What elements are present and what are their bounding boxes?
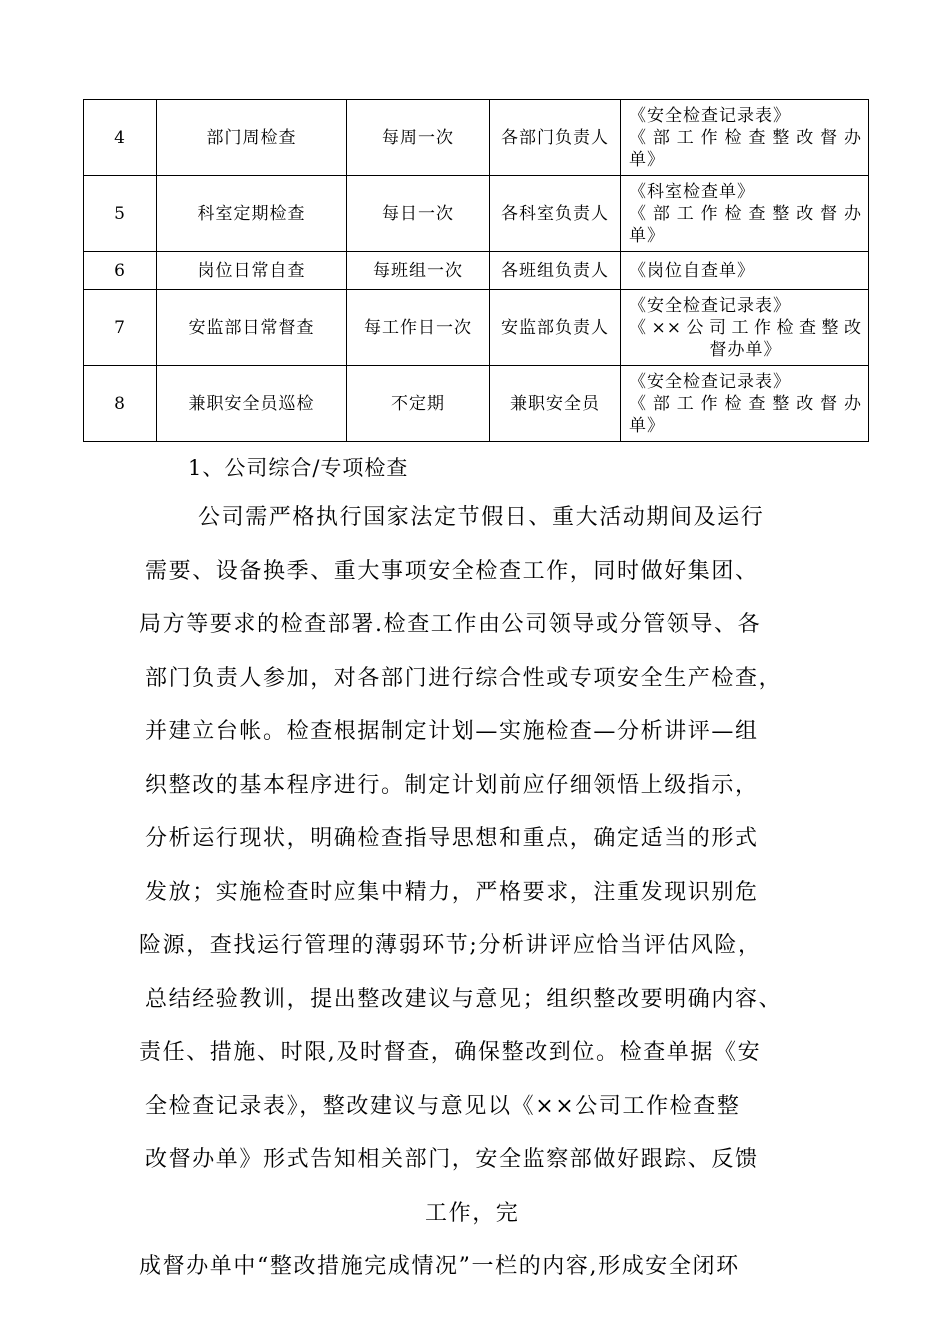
responsible-person: 安监部负责人	[490, 290, 621, 366]
inspection-frequency: 每工作日一次	[347, 290, 490, 366]
paragraph-line: 并建立台帐。检查根据制定计划—实施检查—分析讲评—组	[145, 719, 759, 744]
paragraph-line: 总结经验教训，提出整改建议与意见；组织整改要明确内容、	[145, 986, 783, 1012]
document-line: 《部工作检查整改督办	[629, 203, 862, 224]
paragraph-line: 公司需严格执行国家法定节假日、重大活动期间及运行	[198, 505, 765, 530]
paragraph-line: 全检查记录表》，整改建议与意见以《××公司工作检查整	[145, 1093, 741, 1119]
paragraph-line: 发放；实施检查时应集中精力，严格要求，注重发现识别危	[145, 879, 759, 905]
inspection-item: 兼职安全员巡检	[157, 366, 347, 442]
row-number: 5	[84, 176, 157, 252]
paragraph-line: 成督办单中“整改措施完成情况”一栏的内容,形成安全闭环	[139, 1254, 740, 1279]
record-documents	[621, 366, 869, 442]
responsible-person: 各部门负责人	[490, 100, 621, 176]
document-line: 《部工作检查整改督办	[629, 393, 862, 414]
paragraph-line: 险源，查找运行管理的薄弱环节;分析讲评应恰当评估风险，	[139, 933, 762, 958]
paragraph-line: 需要、设备换季、重大事项安全检查工作，同时做好集团、	[145, 558, 759, 584]
inspection-item: 岗位日常自查	[157, 252, 347, 290]
inspection-frequency: 每日一次	[347, 176, 490, 252]
document-line: 单》	[629, 415, 665, 436]
responsible-person: 各科室负责人	[490, 176, 621, 252]
document-line: 单》	[629, 225, 665, 246]
record-documents	[621, 252, 869, 290]
paragraph-line: 部门负责人参加，对各部门进行综合性或专项安全生产检查，	[145, 665, 783, 691]
table-row	[84, 252, 869, 290]
inspection-item: 科室定期检查	[157, 176, 347, 252]
record-documents	[621, 290, 869, 366]
inspection-frequency: 不定期	[347, 366, 490, 442]
document-line: 《安全检查记录表》	[629, 105, 791, 126]
document-line: 《××公司工作检查整改	[629, 317, 862, 338]
inspection-frequency: 每班组一次	[347, 252, 490, 290]
responsible-person: 兼职安全员	[490, 366, 621, 442]
document-line: 单》	[629, 149, 665, 170]
document-line: 《岗位自查单》	[629, 260, 755, 281]
table-row	[84, 366, 869, 442]
paragraph-line: 责任、措施、时限,及时督查，确保整改到位。检查单据《安	[139, 1040, 762, 1065]
table-row	[84, 290, 869, 366]
paragraph-line: 改督办单》形式告知相关部门，安全监察部做好跟踪、反馈	[145, 1147, 759, 1172]
table-row	[84, 176, 869, 252]
record-documents	[621, 100, 869, 176]
inspection-item: 部门周检查	[157, 100, 347, 176]
paragraph-line: 织整改的基本程序进行。制定计划前应仔细领悟上级指示，	[145, 772, 759, 798]
paragraph-line: 局方等要求的检查部署.检查工作由公司领导或分管领导、各	[139, 612, 762, 637]
row-number: 6	[84, 252, 157, 290]
document-line: 《部工作检查整改督办	[629, 127, 862, 148]
document-line: 督办单》	[709, 339, 782, 360]
inspection-frequency: 每周一次	[347, 100, 490, 176]
responsible-person: 各班组负责人	[490, 252, 621, 290]
document-line: 《科室检查单》	[629, 181, 755, 202]
row-number: 4	[84, 100, 157, 176]
row-number: 8	[84, 366, 157, 442]
paragraph-line: 工作，完	[425, 1200, 520, 1226]
section-heading: 1、公司综合/专项检查	[188, 456, 409, 480]
document-line: 《安全检查记录表》	[629, 295, 791, 316]
inspection-item: 安监部日常督查	[157, 290, 347, 366]
paragraph-line: 分析运行现状，明确检查指导思想和重点，确定适当的形式	[145, 826, 759, 851]
table-row	[84, 100, 869, 176]
section-body	[0, 498, 950, 1301]
inspection-table	[83, 99, 869, 442]
document-line: 《安全检查记录表》	[629, 371, 791, 392]
row-number: 7	[84, 290, 157, 366]
record-documents	[621, 176, 869, 252]
